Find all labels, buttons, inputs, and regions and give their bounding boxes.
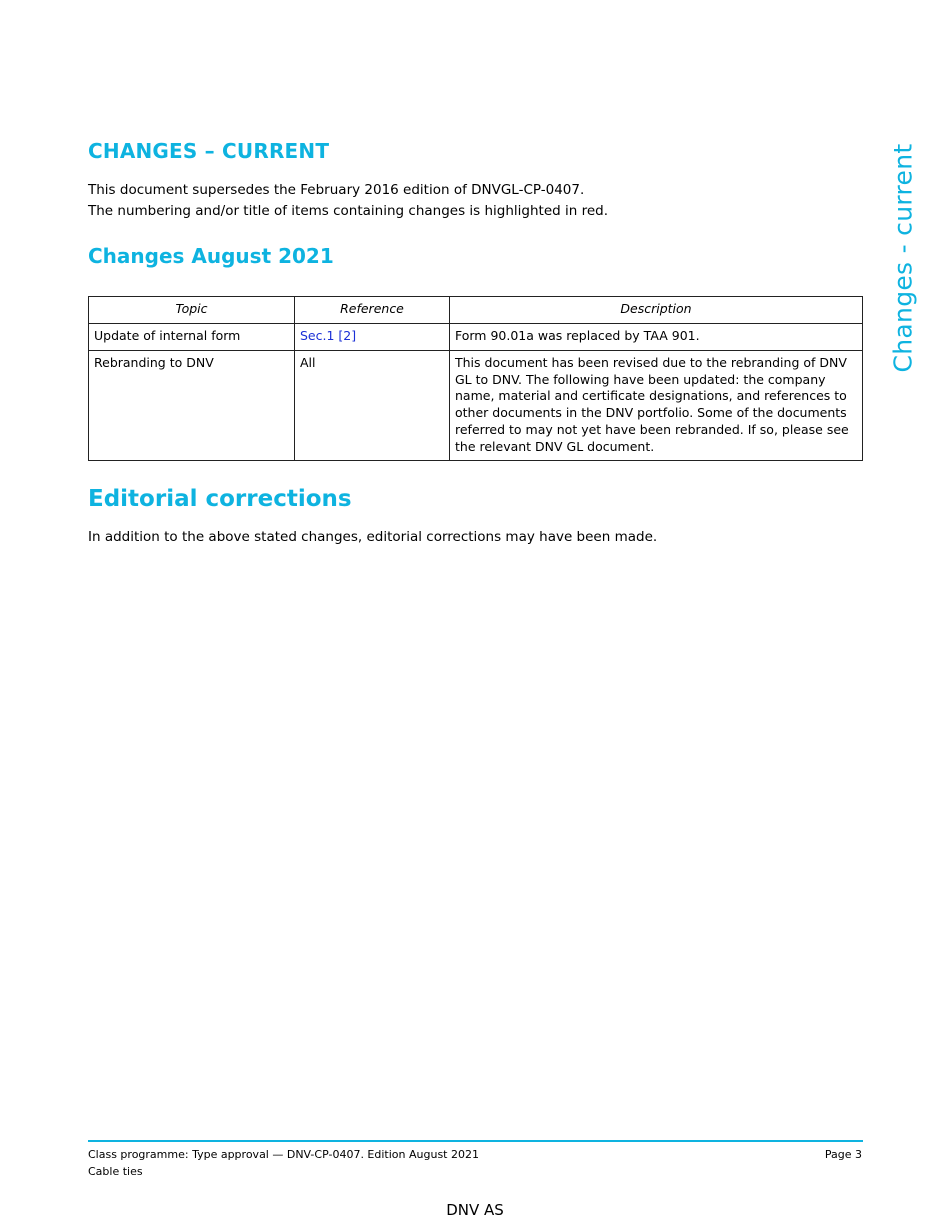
intro-line-supersedes: This document supersedes the February 2016 edition of DNVGL-CP-0407.: [88, 182, 585, 198]
header-reference: Reference: [295, 297, 450, 324]
cell-reference: [295, 324, 450, 351]
page-number: Page 3: [824, 1148, 862, 1161]
table-row: [89, 351, 863, 461]
changes-table: [88, 296, 863, 461]
page-title: CHANGES – CURRENT: [88, 139, 330, 163]
cell-topic: Update of internal form: [89, 324, 295, 351]
footer-divider: [88, 1140, 863, 1142]
cell-description: Form 90.01a was replaced by TAA 901.: [450, 324, 863, 351]
header-description: Description: [450, 297, 863, 324]
reference-link[interactable]: Sec.1 [2]: [300, 328, 357, 343]
company-name: DNV AS: [446, 1201, 504, 1219]
footer-document-info: [88, 1146, 479, 1180]
intro-line-highlight-note: The numbering and/or title of items containing changes is highlighted in red.: [88, 203, 609, 219]
header-topic: Topic: [89, 297, 295, 324]
editorial-heading: Editorial corrections: [88, 486, 352, 512]
cell-description: This document has been revised due to the rebranding of DNV GL to DNV. The following have been updated: the company name, material and certificate designations, and references to other documents in the DNV portfolio. Some of the documents referred to may not yet have been rebranded. If so, please see the relevant DNV GL document.: [450, 351, 863, 461]
table-row: [89, 324, 863, 351]
footer-programme-line: Class programme: Type approval — DNV-CP-0407. Edition August 2021: [88, 1148, 479, 1161]
cell-topic: Rebranding to DNV: [89, 351, 295, 461]
intro-paragraph: [88, 180, 608, 222]
changes-heading: Changes August 2021: [88, 244, 334, 268]
side-section-label: Changes - current: [888, 143, 918, 373]
cell-reference: All: [295, 351, 450, 461]
footer-subject-line: Cable ties: [88, 1165, 143, 1178]
table-header-row: [89, 297, 863, 324]
editorial-paragraph: In addition to the above stated changes, editorial corrections may have been made.: [88, 529, 658, 545]
